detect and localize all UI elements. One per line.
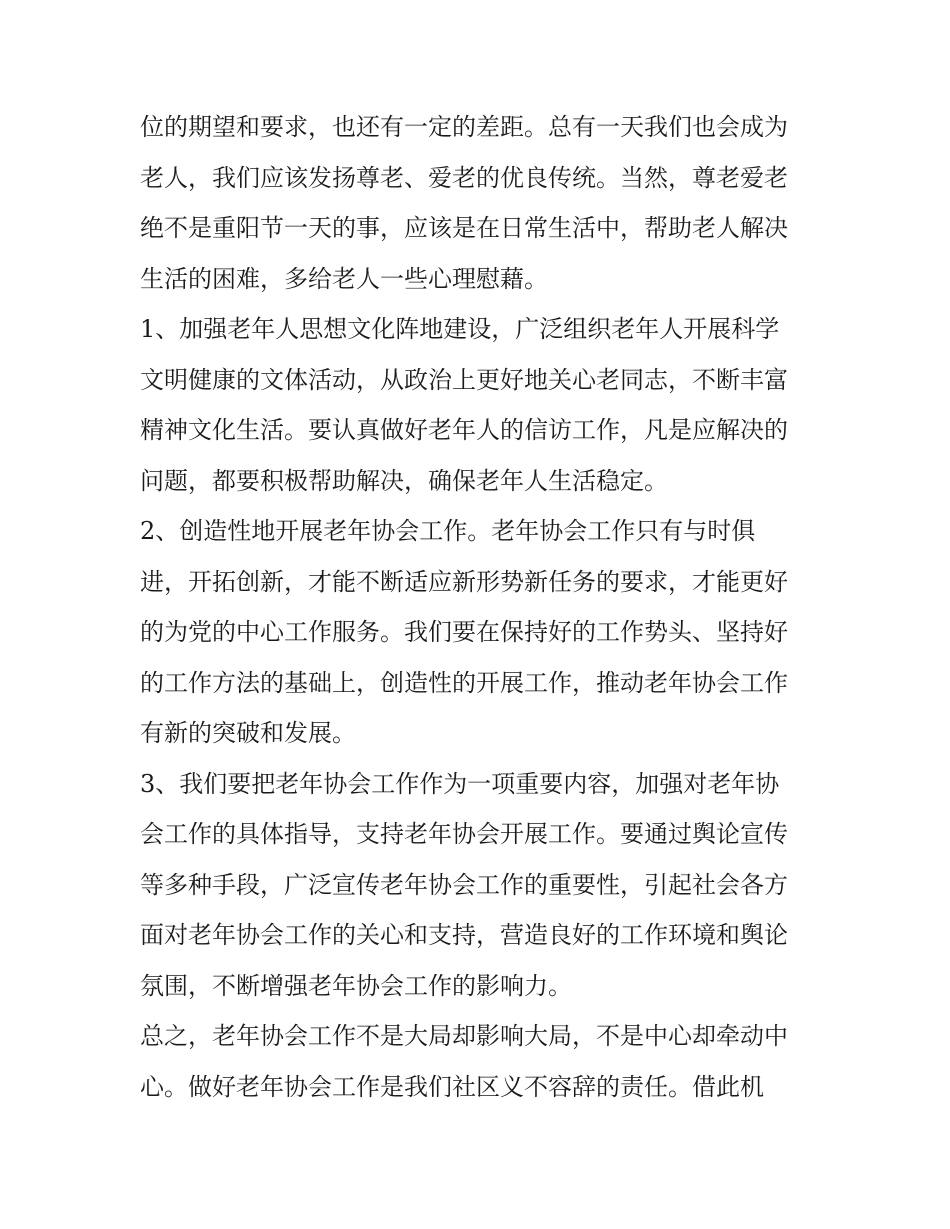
text-line: 的工作方法的基础上，创造性的开展工作，推动老年协会工作	[140, 668, 788, 697]
text-line: 氛围，不断增强老年协会工作的影响力。	[140, 971, 572, 1000]
text-line: 进，开拓创新，才能不断适应新形势新任务的要求，才能更好	[140, 567, 788, 596]
text-line: 老人，我们应该发扬尊老、爱老的优良传统。当然，尊老爱老	[140, 163, 788, 192]
text-line: 问题，都要积极帮助解决，确保老年人生活稳定。	[140, 466, 668, 495]
text-line: 文明健康的文体活动，从政治上更好地关心老同志，不断丰富	[140, 365, 788, 394]
text-line: 有新的突破和发展。	[140, 719, 356, 747]
text-line: 面对老年协会工作的关心和支持，营造良好的工作环境和舆论	[140, 921, 788, 949]
text-line: 绝不是重阳节一天的事，应该是在日常生活中，帮助老人解决	[140, 214, 788, 242]
text-line: 位的期望和要求，也还有一定的差距。总有一天我们也会成为	[140, 113, 788, 141]
text-line: 总之，老年协会工作不是大局却影响大局，不是中心却牵动中	[140, 1022, 788, 1050]
text-line: 的为党的中心工作服务。我们要在保持好的工作势头、坚持好	[140, 618, 788, 646]
document-body	[140, 102, 820, 1112]
text-line: 等多种手段，广泛宣传老年协会工作的重要性，引起社会各方	[140, 870, 788, 899]
text-line: 精神文化生活。要认真做好老年人的信访工作，凡是应解决的	[140, 416, 788, 444]
text-line: 心。做好老年协会工作是我们社区义不容辞的责任。借此机	[140, 1072, 764, 1101]
text-line: 会工作的具体指导，支持老年协会开展工作。要通过舆论宣传	[140, 820, 788, 848]
text-line: 3、我们要把老年协会工作作为一项重要内容，加强对老年协	[140, 769, 780, 798]
text-line: 1、加强老年人思想文化阵地建设，广泛组织老年人开展科学	[140, 315, 780, 343]
text-line: 2、创造性地开展老年协会工作。老年协会工作只有与时俱	[140, 517, 756, 545]
text-line: 生活的困难，多给老人一些心理慰藉。	[140, 264, 548, 293]
